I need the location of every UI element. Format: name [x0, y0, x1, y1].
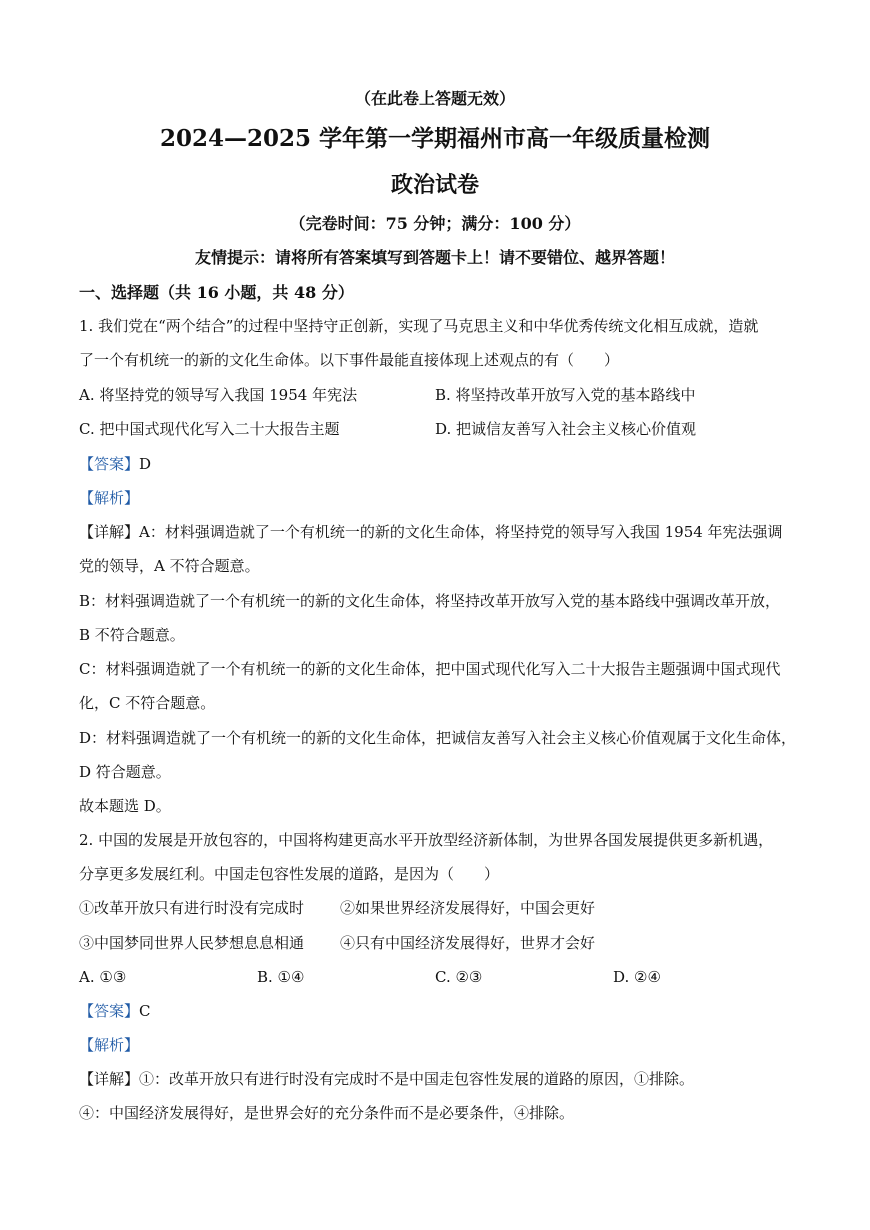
- q2-item-1: ①改革开放只有进行时没有完成时: [79, 899, 305, 917]
- q2-item-4: ④只有中国经济发展得好，世界才会好: [340, 934, 596, 952]
- answer-label: 【答案】: [79, 1002, 140, 1020]
- q1-stem-line1: 1. 我们党在“两个结合”的过程中坚持守正创新，实现了马克思主义和中华优秀传统文化相互成就，造就: [79, 317, 759, 335]
- section-title: 一、选择题（共 16 小题，共 48 分）: [79, 283, 354, 302]
- detail-label: 【详解】: [79, 523, 140, 541]
- q2-stem-line2: 分享更多发展红利。中国走包容性发展的道路，是因为（ ）: [79, 865, 500, 883]
- notice-text: （在此卷上答题无效）: [354, 89, 515, 108]
- answer-value: C: [139, 1002, 151, 1020]
- q1-detail-b-line1: B：材料强调造就了一个有机统一的新的文化生命体，将坚持改革开放写入党的基本路线中强调改革开放，: [79, 592, 781, 610]
- time-info: （完卷时间：75 分钟；满分：100 分）: [289, 214, 581, 233]
- q2-stem-line1: 2. 中国的发展是开放包容的，中国将构建更高水平开放型经济新体制，为世界各国发展提供更多新机遇，: [79, 831, 774, 849]
- subject-title: 政治试卷: [390, 172, 479, 198]
- q1-detail-a-line2: 党的领导，A 不符合题意。: [79, 557, 260, 575]
- q1-stem-line2: 了一个有机统一的新的文化生命体。以下事件最能直接体现上述观点的有（ ）: [79, 351, 620, 369]
- q2-option-c: C. ②③: [435, 968, 483, 986]
- q2-answer: [79, 1001, 799, 1021]
- q2-option-b: B. ①④: [257, 968, 305, 986]
- answer-label: 【答案】: [79, 455, 140, 473]
- q1-detail-c-line1: C：材料强调造就了一个有机统一的新的文化生命体，把中国式现代化写入二十大报告主题强调中国式现代: [79, 660, 781, 678]
- q2-item-3: ③中国梦同世界人民梦想息息相通: [79, 934, 305, 952]
- detail-label: 【详解】: [79, 1070, 140, 1088]
- detail-text: ①：改革开放只有进行时没有完成时不是中国走包容性发展的道路的原因，①排除。: [139, 1070, 695, 1088]
- q2-item-2: ②如果世界经济发展得好，中国会更好: [340, 899, 596, 917]
- q1-analysis-label: 【解析】: [79, 489, 140, 507]
- q1-detail-c-line2: 化，C 不符合题意。: [79, 694, 216, 712]
- q1-option-a: A. 将坚持党的领导写入我国 1954 年宪法: [79, 386, 358, 404]
- q1-detail-d-line1: D：材料强调造就了一个有机统一的新的文化生命体，把诚信友善写入社会主义核心价值观属于文化生命体，: [79, 729, 797, 747]
- q1-detail-a-line1: [79, 522, 799, 542]
- q1-option-c: C. 把中国式现代化写入二十大报告主题: [79, 420, 340, 438]
- q1-conclusion: 故本题选 D。: [79, 797, 171, 815]
- answer-value: D: [139, 455, 152, 473]
- q2-detail-1: [79, 1069, 799, 1089]
- q2-analysis-label: 【解析】: [79, 1036, 140, 1054]
- q1-option-d: D. 把诚信友善写入社会主义核心价值观: [435, 420, 697, 438]
- q1-answer: [79, 454, 799, 474]
- q1-detail-d-line2: D 符合题意。: [79, 763, 171, 781]
- q2-option-a: A. ①③: [79, 968, 127, 986]
- q1-detail-b-line2: B 不符合题意。: [79, 626, 185, 644]
- detail-text: A：材料强调造就了一个有机统一的新的文化生命体，将坚持党的领导写入我国 1954 年宪法强调: [139, 523, 783, 541]
- q2-option-d: D. ②④: [613, 968, 661, 986]
- q2-detail-4: ④：中国经济发展得好，是世界会好的充分条件而不是必要条件，④排除。: [79, 1104, 575, 1122]
- q1-option-b: B. 将坚持改革开放写入党的基本路线中: [435, 386, 696, 404]
- tip-text: 友情提示：请将所有答案填写到答题卡上！请不要错位、越界答题！: [194, 248, 675, 267]
- exam-title: 2024—2025 学年第一学期福州市高一年级质量检测: [159, 125, 711, 152]
